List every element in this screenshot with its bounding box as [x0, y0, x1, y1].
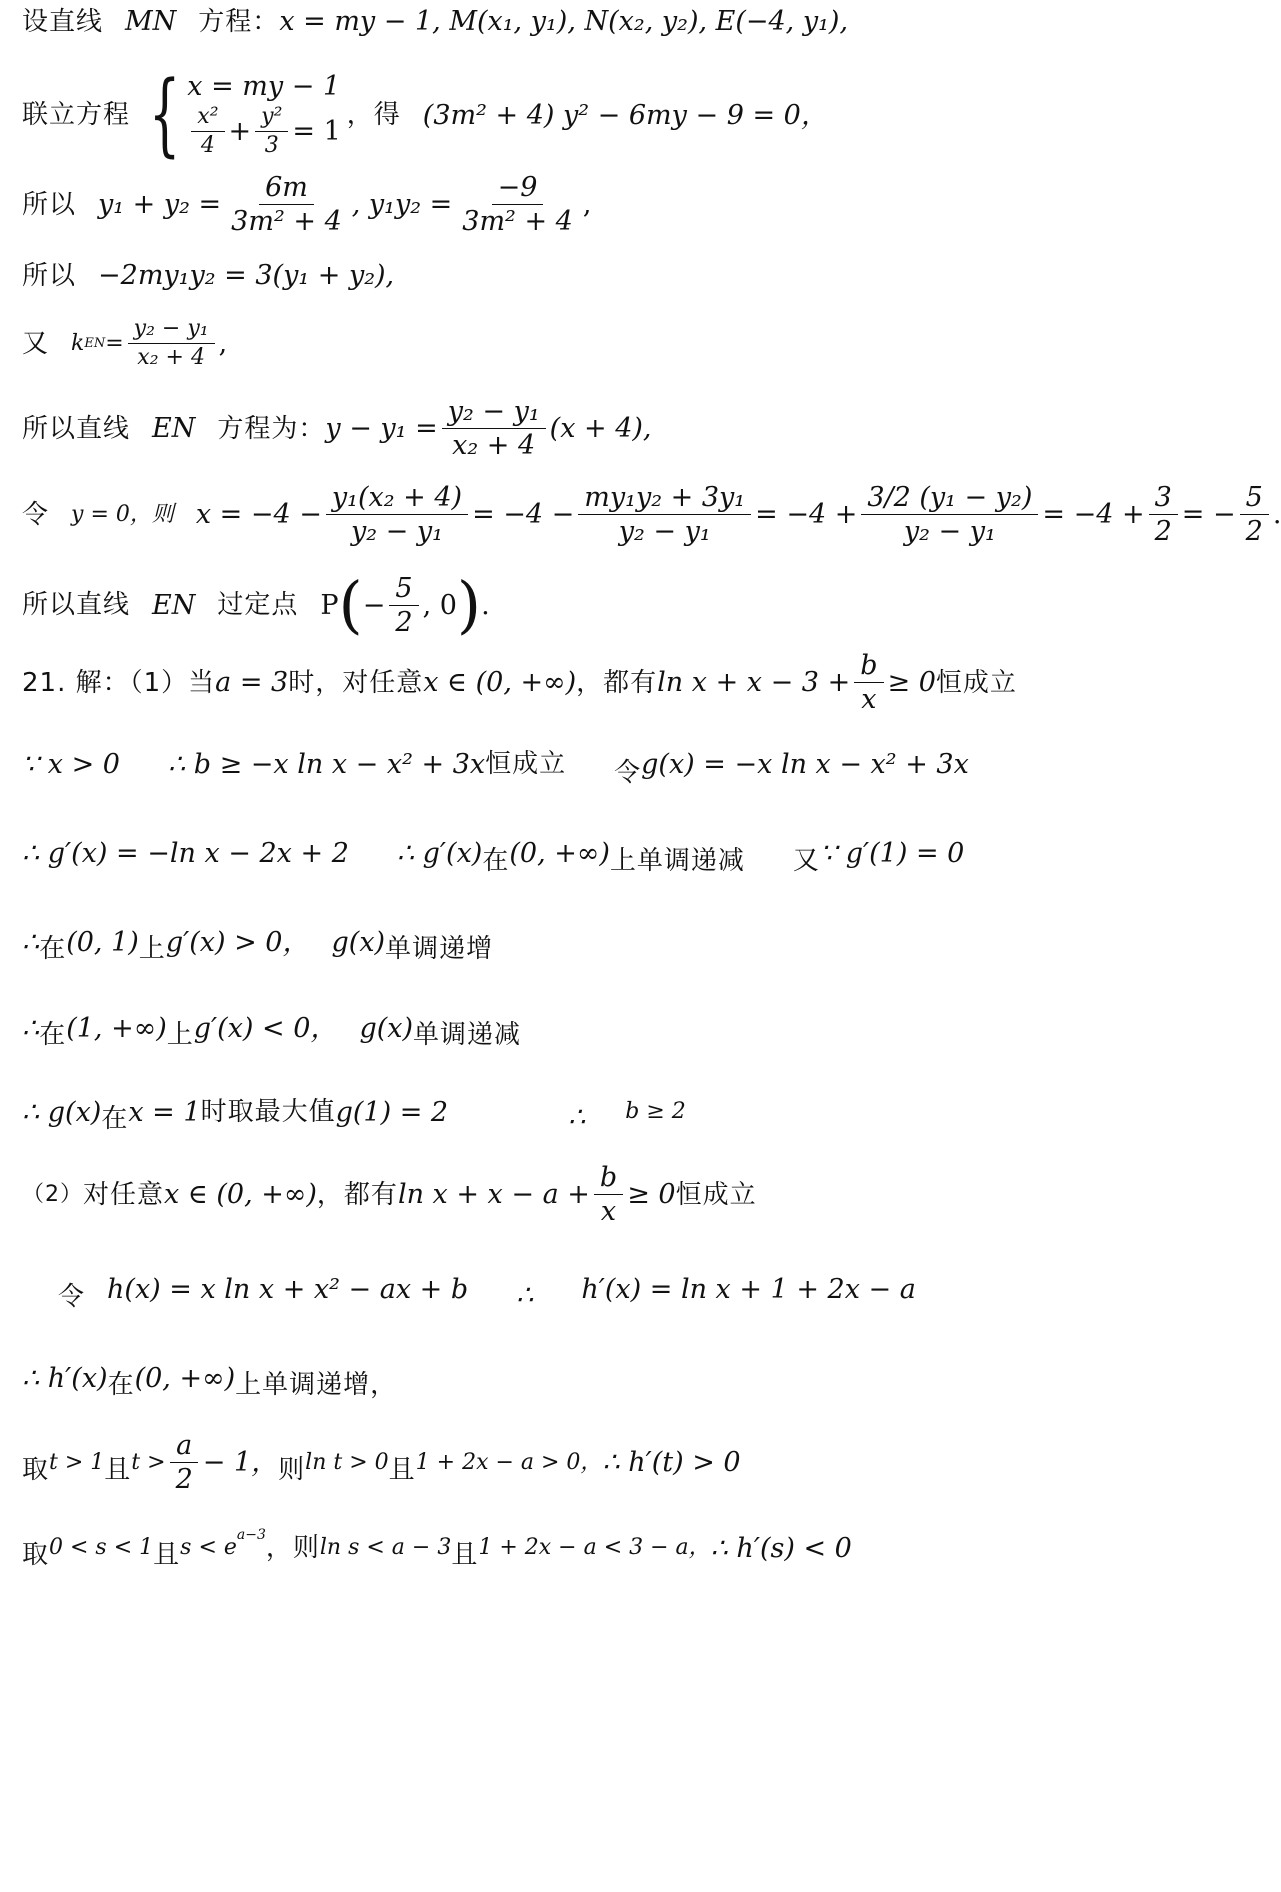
fraction: $\frac{\text{y₂ − y₁}}{\text{x₂ + 4}}$ [442, 398, 546, 459]
math: EN [152, 589, 196, 621]
text: 令 [22, 499, 50, 530]
math: . [1272, 499, 1281, 530]
text: 上单调递增， [235, 1370, 398, 1400]
text: 时，对任意 [288, 667, 424, 698]
math: (1, +∞) [66, 1012, 167, 1044]
math: −2my₁y₂ = 3(y₁ + y₂), [98, 260, 395, 291]
math: y − y₁ = [325, 413, 438, 444]
math: + [228, 116, 252, 147]
text: 对任意 [83, 1179, 165, 1210]
math: ∵ g′(1) = 0 [819, 837, 965, 869]
text: 设直线 [22, 6, 104, 37]
math: = − [1181, 499, 1236, 530]
line-16 [58, 1268, 916, 1310]
line-10 [22, 742, 969, 786]
fraction: $\frac{3}{2}$ [1149, 484, 1178, 545]
math: 0 < s < 1 [49, 1535, 154, 1560]
text: ，得 [346, 100, 401, 130]
math: = 1 [292, 116, 341, 147]
text: ，则 [265, 1533, 320, 1563]
text: 过定点 [217, 590, 299, 620]
paren-close: ) [456, 568, 482, 641]
math: b ≥ 2 [625, 1099, 686, 1124]
math: g′(x) < 0， [193, 1012, 338, 1044]
math: ∴ [22, 926, 40, 958]
math: x = 1 [128, 1096, 201, 1128]
line-6 [22, 398, 652, 459]
math: x = my − 1, M(x₁, y₁), N(x₂, y₂), E(−4, y₁), [279, 6, 849, 37]
math: − [362, 589, 386, 621]
fraction: $\frac{\text{3/2 (y₁ − y₂)}}{\text{y₂ − y₁}}$ [861, 484, 1038, 545]
text: 且 [388, 1454, 416, 1485]
math: MN [125, 6, 177, 37]
math: t > [131, 1449, 166, 1475]
line-9 [22, 652, 1017, 713]
line-14 [22, 1092, 686, 1132]
math: ∴ [568, 1101, 586, 1133]
math: ∴ g′(x) [396, 837, 483, 869]
line-5 [22, 318, 227, 369]
math: ∴ g′(x) = −ln x − 2x + 2 [22, 837, 349, 869]
math: = −4 − [472, 499, 575, 530]
line-1 [22, 8, 848, 35]
math: g(1) = 2 [335, 1096, 449, 1128]
text: 令 [614, 758, 642, 788]
math: x = −4 − [195, 499, 322, 530]
line-19 [22, 1528, 852, 1568]
math: g(x) [331, 926, 386, 958]
math: (0, +∞) [509, 837, 610, 869]
math: x ∈ (0, +∞) [423, 667, 577, 698]
math: ln x + x − 3 + [657, 667, 851, 698]
math: ∴ h′(x) [22, 1362, 108, 1394]
math: EN [152, 413, 196, 444]
line-12 [22, 922, 493, 962]
text: 单调递减 [413, 1020, 522, 1050]
math: x = my − 1 [187, 71, 341, 102]
text: 在 [482, 846, 510, 876]
text: 时取最大值 [200, 1097, 336, 1127]
text: 在 [39, 934, 67, 964]
math: ∴ g(x) [22, 1096, 102, 1128]
text: 在 [101, 1104, 129, 1134]
math: x ∈ (0, +∞) [164, 1179, 317, 1210]
math: 1 + 2x − a < 3 − a， [478, 1535, 711, 1560]
text: 单调递增 [385, 934, 494, 964]
line-17 [22, 1358, 397, 1398]
math: (0, 1) [66, 926, 139, 958]
fraction: $\frac{-9}{\text{3m² + 4}}$ [462, 172, 573, 237]
text: 上 [166, 1020, 194, 1050]
math: ∴ b ≥ −x ln x − x² + 3x [167, 748, 486, 780]
text: 所以 [22, 260, 77, 291]
fraction: $\frac{\text{y²}}{3}$ [255, 106, 288, 157]
text: 联立方程 [22, 100, 131, 130]
line-7 [22, 484, 1281, 545]
text: 且 [153, 1540, 181, 1570]
line-18 [22, 1432, 741, 1493]
line-11 [22, 832, 964, 874]
fraction: $\frac{\text{my₁y₂ + 3y₁}}{\text{y₂ − y₁}}$ [578, 484, 751, 545]
fraction: $\frac{b}{x}$ [594, 1164, 623, 1225]
math: ∴ [516, 1279, 534, 1311]
fraction: $\frac{6m}{\text{3m² + 4}}$ [231, 172, 342, 237]
equation-system [136, 62, 341, 167]
math: y₁ + y₂ = [98, 189, 222, 220]
math: , [582, 189, 592, 220]
line-13 [22, 1008, 521, 1048]
paren-open: ( [338, 568, 363, 641]
math: s < e [180, 1535, 237, 1560]
fraction: $\frac{\text{y₁(x₂ + 4)}}{\text{y₂ − y₁}}$ [326, 484, 468, 545]
math: ln x + x − a + [397, 1179, 590, 1210]
fraction: $\frac{a}{2}$ [170, 1432, 199, 1493]
math: , [218, 328, 228, 359]
math: = −4 + [1042, 499, 1145, 530]
text: 所以直线 [22, 590, 131, 620]
fraction: $\frac{\text{y₂ − y₁}}{\text{x₂ + 4}}$ [128, 318, 215, 369]
math: ln t > 0 [305, 1449, 389, 1475]
text: 又 [792, 846, 820, 876]
line-8 [22, 568, 490, 641]
text: 又 [22, 328, 50, 359]
math: h′(x) = ln x + 1 + 2x − a [581, 1273, 916, 1305]
math: ∴ h′(s) < 0 [710, 1532, 852, 1564]
text: 令 [58, 1282, 86, 1312]
text: 取 [22, 1454, 50, 1485]
text: ，都有 [316, 1179, 398, 1210]
text: 21. 解：（1）当 [22, 667, 216, 698]
text: ，都有 [576, 667, 658, 698]
line-3 [22, 174, 591, 235]
math: . [481, 589, 490, 621]
brace-symbol: { [148, 62, 181, 167]
text: 且 [451, 1540, 479, 1570]
math: , y₁y₂ = [351, 189, 453, 220]
math: ∴ [22, 1012, 40, 1044]
math: h(x) = x ln x + x² − ax + b [107, 1273, 469, 1305]
math: y = 0，则 [71, 501, 174, 527]
fraction: $\frac{5}{2}$ [389, 575, 418, 636]
math: , 0 [422, 589, 457, 621]
math: (3m² + 4) y² − 6my − 9 = 0， [422, 99, 828, 131]
math: (x + 4), [549, 413, 652, 444]
text: 上单调递减 [609, 846, 745, 876]
text: （2） [22, 1181, 83, 1207]
math-superscript: a−3 [236, 1527, 266, 1543]
fraction: $\frac{\text{x²}}{4}$ [191, 106, 224, 157]
text: 则 [278, 1454, 306, 1485]
math: ∵ x > 0 [22, 748, 120, 780]
math: ≥ 0 [627, 1179, 676, 1210]
math: a = 3 [215, 667, 289, 698]
math: = [105, 330, 124, 356]
text: 取 [22, 1540, 50, 1570]
math: g′(x) > 0， [165, 926, 310, 958]
math: (0, +∞) [134, 1362, 236, 1394]
math: g(x) = −x ln x − x² + 3x [641, 748, 969, 780]
math: g(x) [359, 1012, 414, 1044]
text: 方程为： [217, 413, 326, 444]
line-15 [22, 1164, 757, 1225]
math: ∴ h′(t) > 0 [602, 1447, 741, 1478]
math: t > 1 [49, 1449, 105, 1475]
text: 方程： [198, 6, 280, 37]
math: ≥ 0 [887, 667, 936, 698]
math-subscript: EN [84, 336, 106, 351]
text: 在 [107, 1370, 135, 1400]
math: = −4 + [755, 499, 858, 530]
fraction: $\frac{5}{2}$ [1240, 484, 1269, 545]
text: 且 [104, 1454, 132, 1485]
text: 上 [138, 934, 166, 964]
text: 恒成立 [675, 1179, 757, 1210]
math: P [320, 589, 339, 621]
text: 在 [39, 1020, 67, 1050]
fraction: $\frac{b}{x}$ [854, 652, 883, 713]
line-2 [22, 62, 828, 167]
text: 恒成立 [485, 749, 567, 779]
math: − 1， [202, 1447, 279, 1478]
math: 1 + 2x − a > 0， [415, 1449, 603, 1475]
math: k [71, 330, 85, 356]
math: ln s < a − 3 [319, 1535, 452, 1560]
text: 恒成立 [935, 667, 1017, 698]
text: 所以 [22, 189, 77, 220]
text: 所以直线 [22, 413, 131, 444]
line-4 [22, 262, 394, 289]
